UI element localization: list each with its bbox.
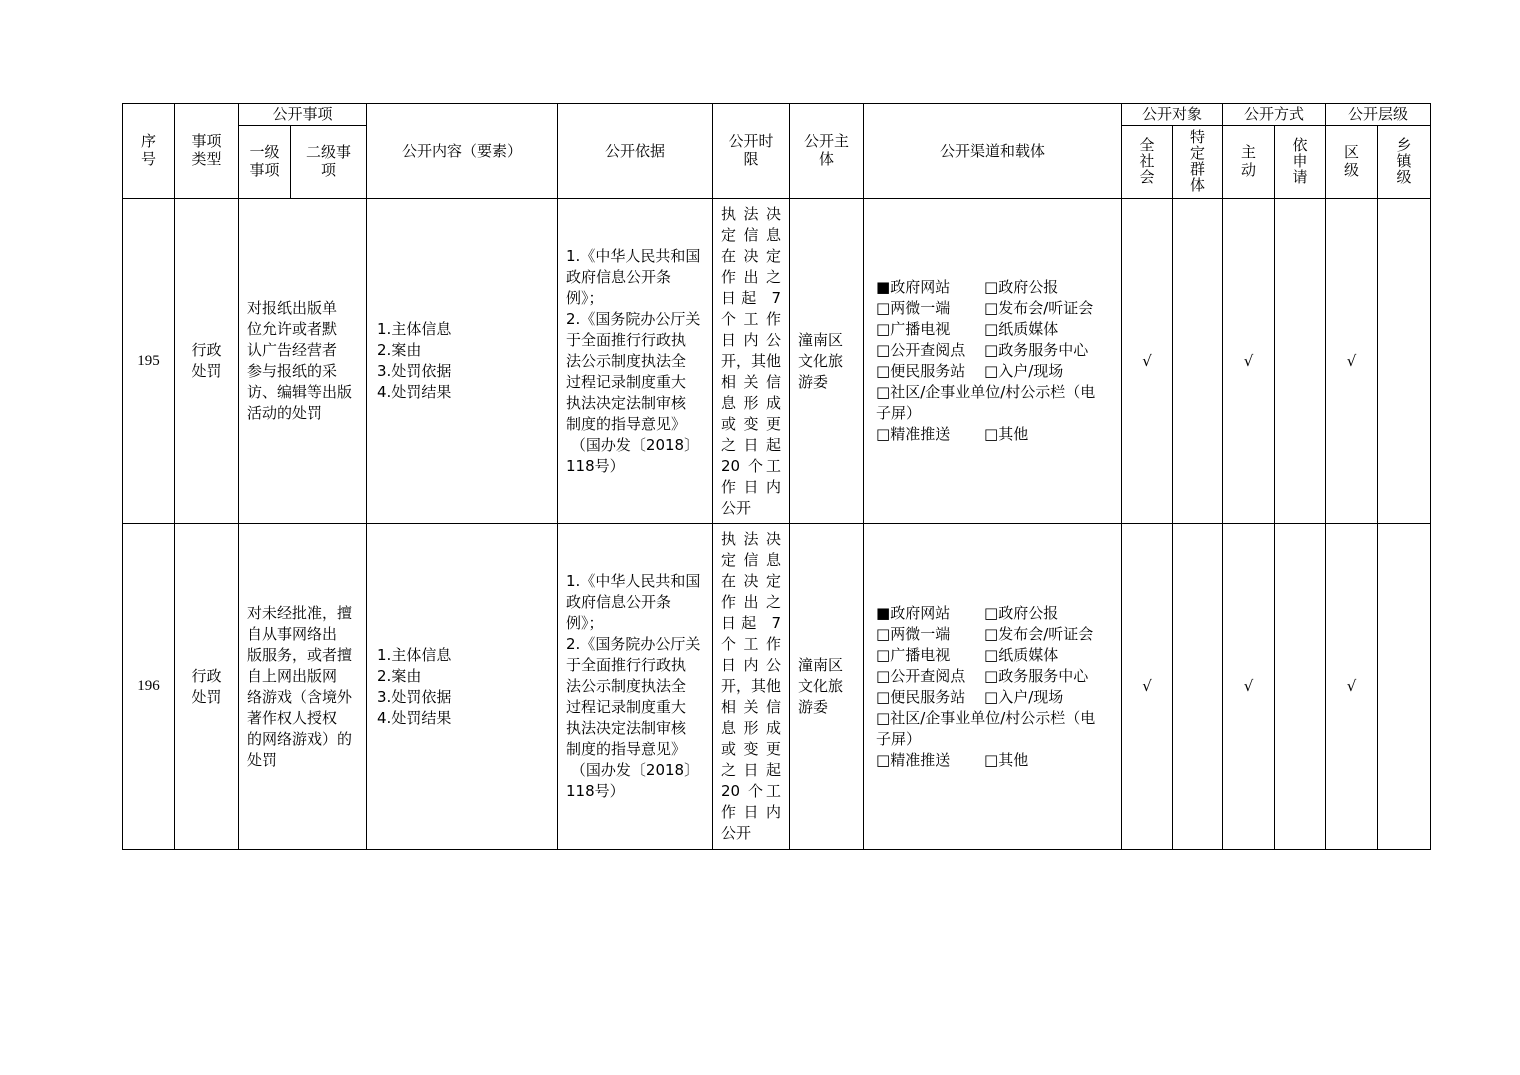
row-item: 对未经批准，擅 自从事网络出 版服务，或者擅 自上网出版网 络游戏（含境外 著作权人授权 的网络游戏）的 处罚 — [239, 524, 367, 850]
channel-option: □便民服务站 — [876, 687, 966, 706]
channel-option: □入户/现场 — [984, 687, 1064, 706]
row-target-specific — [1173, 524, 1223, 850]
row-method-request — [1275, 199, 1326, 524]
row-seq: 195 — [123, 199, 175, 524]
row-target-all: √ — [1122, 524, 1173, 850]
row-content: 1.主体信息 2.案由 3.处罚依据 4.处罚结果 — [367, 199, 558, 524]
header-subject: 公开主 体 — [790, 104, 864, 199]
channel-option: ■政府网站 — [876, 278, 951, 296]
header-channels: 公开渠道和载体 — [864, 104, 1122, 199]
channel-option: □精准推送 — [876, 750, 951, 769]
header-level-town: 乡 镇 级 — [1378, 126, 1431, 199]
channel-option: □两微一端 — [876, 624, 951, 643]
header-method: 公开方式 — [1223, 104, 1326, 126]
channel-option: □广播电视 — [876, 645, 951, 664]
header-row-1 — [123, 104, 1431, 126]
header-level1: 一级 事项 — [239, 126, 291, 199]
row-method-request — [1275, 524, 1326, 850]
header-seq: 序 号 — [123, 104, 175, 199]
channel-option: ■政府网站 — [876, 603, 951, 622]
row-target-specific — [1173, 199, 1223, 524]
channel-option: □发布会/听证会 — [984, 299, 1094, 317]
row-channels — [864, 199, 1122, 524]
row-content: 1.主体信息 2.案由 3.处罚依据 4.处罚结果 — [367, 524, 558, 850]
channel-option: □政府公报 — [984, 603, 1059, 622]
row-channels — [864, 524, 1122, 850]
table-row — [123, 199, 1431, 524]
header-method-active: 主 动 — [1223, 126, 1275, 199]
channel-option: □其他 — [984, 750, 1029, 769]
channel-option: □政务服务中心 — [984, 341, 1089, 359]
channel-option: □入户/现场 — [984, 362, 1064, 380]
header-basis: 公开依据 — [558, 104, 713, 199]
row-target-all: √ — [1122, 199, 1173, 524]
channel-option: □纸质媒体 — [984, 320, 1059, 338]
row-subject: 潼南区 文化旅 游委 — [790, 524, 864, 850]
header-time-limit: 公开时 限 — [713, 104, 790, 199]
header-content: 公开内容（要素） — [367, 104, 558, 199]
channel-option: □公开查阅点 — [876, 341, 966, 359]
row-level-district: √ — [1326, 199, 1378, 524]
row-time-limit: 执法决 定信息 在决定 作出之 日起 7 个工作 日内公 开，其他 相关信 息形成 或变更 之日起 20 个工 作日内 公开 — [713, 524, 790, 850]
channel-option: □两微一端 — [876, 299, 951, 317]
row-level-town — [1378, 199, 1431, 524]
header-level2: 二级事 项 — [291, 126, 367, 199]
header-type: 事项 类型 — [175, 104, 239, 199]
header-target-all: 全 社 会 — [1122, 126, 1173, 199]
header-level: 公开层级 — [1326, 104, 1431, 126]
row-method-active: √ — [1223, 199, 1275, 524]
disclosure-table — [122, 103, 1431, 850]
header-public-items: 公开事项 — [239, 104, 367, 126]
row-method-active: √ — [1223, 524, 1275, 850]
channel-option: □公开查阅点 — [876, 666, 966, 685]
channel-option: □广播电视 — [876, 320, 951, 338]
row-subject: 潼南区 文化旅 游委 — [790, 199, 864, 524]
header-method-request: 依 申 请 — [1275, 126, 1326, 199]
channel-option: □纸质媒体 — [984, 645, 1059, 664]
channel-option: □政务服务中心 — [984, 666, 1089, 685]
channel-option: □社区/企事业单位/村公示栏（电子屏） — [876, 708, 1096, 748]
channel-option: □社区/企事业单位/村公示栏（电子屏） — [876, 383, 1096, 422]
channel-option: □政府公报 — [984, 278, 1059, 296]
row-time-limit: 执法决 定信息 在决定 作出之 日起 7 个工作 日内公 开，其他 相关信 息形成 或变更 之日起 20 个工 作日内 公开 — [713, 199, 790, 524]
row-item: 对报纸出版单 位允许或者默 认广告经营者 参与报纸的采 访、编辑等出版 活动的处罚 — [239, 199, 367, 524]
channel-option: □其他 — [984, 425, 1029, 443]
row-level-town — [1378, 524, 1431, 850]
header-target-specific: 特 定 群 体 — [1173, 126, 1223, 199]
header-level-district: 区 级 — [1326, 126, 1378, 199]
row-type: 行政 处罚 — [175, 524, 239, 850]
row-basis: 1.《中华人民共和国 政府信息公开条 例》； 2.《国务院办公厅关 于全面推行行政执 法公示制度执法全 过程记录制度重大 执法决定法制审核 制度的指导意见》 （国办发〔2018〕 118号） — [558, 524, 713, 850]
channel-option: □精准推送 — [876, 425, 951, 443]
table-row — [123, 524, 1431, 850]
channel-option: □便民服务站 — [876, 362, 966, 380]
header-target: 公开对象 — [1122, 104, 1223, 126]
row-level-district: √ — [1326, 524, 1378, 850]
row-type: 行政 处罚 — [175, 199, 239, 524]
row-seq: 196 — [123, 524, 175, 850]
row-basis: 1.《中华人民共和国 政府信息公开条 例》； 2.《国务院办公厅关 于全面推行行政执 法公示制度执法全 过程记录制度重大 执法决定法制审核 制度的指导意见》 （国办发〔2018〕 118号） — [558, 199, 713, 524]
channel-option: □发布会/听证会 — [984, 624, 1094, 643]
